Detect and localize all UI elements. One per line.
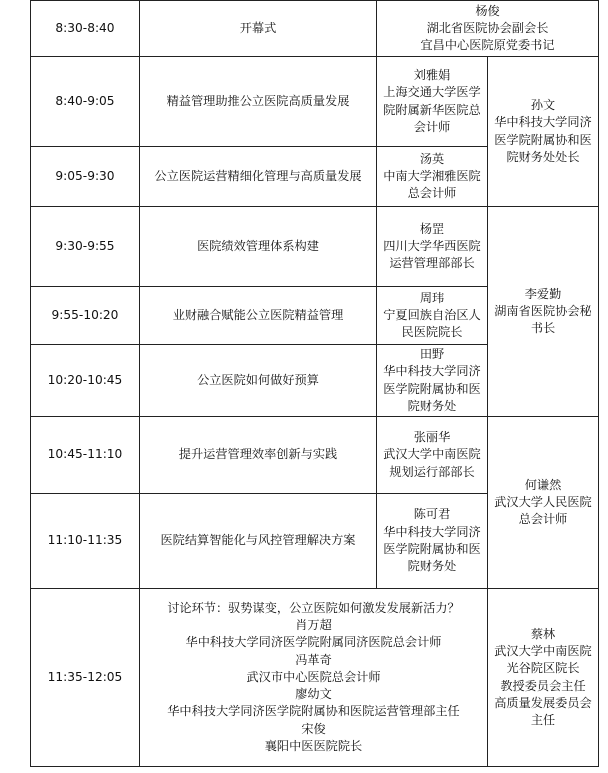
- host-title: 华中科技大学同济医学院附属协和医院财务处处长: [494, 115, 592, 164]
- speaker-cell: [377, 207, 488, 287]
- topic-cell: 提升运营管理效率创新与实践: [140, 417, 377, 494]
- speaker-title: 华中科技大学同济医学院附属协和医院财务处: [383, 524, 481, 574]
- speaker-name: 杨俊: [475, 3, 500, 18]
- time-cell: 8:40-9:05: [31, 57, 140, 147]
- speaker-cell: [377, 494, 488, 589]
- host-title: 湖南省医院协会秘书长: [494, 303, 592, 336]
- host-title: 高质量发展委员会主任: [494, 695, 592, 728]
- host-cell: [488, 207, 599, 417]
- host-cell: [488, 589, 599, 767]
- speaker-name: 汤英: [419, 151, 445, 166]
- discussion-cell: [140, 589, 488, 767]
- panelist-title: 襄阳中医医院院长: [264, 739, 363, 754]
- host-name: 何谦然: [524, 477, 562, 492]
- host-cell: [488, 417, 599, 589]
- speaker-name: 张丽华: [413, 430, 451, 445]
- speaker-name: 田野: [419, 346, 445, 361]
- speaker-title: 宁夏回族自治区人民医院院长: [383, 307, 481, 340]
- host-cell: [488, 57, 599, 207]
- panelist-title: 华中科技大学同济医学院附属协和医院运营管理部主任: [167, 704, 460, 719]
- time-cell: 10:20-10:45: [31, 345, 140, 417]
- table-row: [31, 57, 599, 147]
- speaker-cell: [377, 345, 488, 417]
- speaker-title: 湖北省医院协会副会长: [426, 20, 549, 35]
- topic-cell: 公立医院运营精细化管理与高质量发展: [140, 147, 377, 207]
- host-title: 武汉大学中南医院光谷院区院长: [494, 643, 592, 676]
- topic-cell: 公立医院如何做好预算: [140, 345, 377, 417]
- panelist-name: 冯革奇: [295, 652, 332, 667]
- speaker-title: 宜昌中心医院原党委书记: [420, 38, 555, 53]
- panelist-name: 肖万超: [295, 617, 332, 632]
- speaker-title: 上海交通大学医学院附属新华医院总会计师: [383, 85, 481, 134]
- host-name: 蔡林: [530, 626, 556, 641]
- speaker-title: 中南大学湘雅医院总会计师: [383, 168, 481, 201]
- speaker-name: 刘雅娟: [413, 67, 451, 82]
- time-cell: 9:05-9:30: [31, 147, 140, 207]
- time-cell: 11:35-12:05: [31, 589, 140, 767]
- topic-cell: 医院绩效管理体系构建: [140, 207, 377, 287]
- table-row: [31, 417, 599, 494]
- panelist-name: 廖幼文: [295, 687, 332, 702]
- time-cell: 10:45-11:10: [31, 417, 140, 494]
- host-name: 孙文: [530, 97, 556, 112]
- speaker-title: 武汉大学中南医院规划运行部部长: [383, 447, 481, 479]
- speaker-cell: [377, 287, 488, 345]
- speaker-name: 陈可君: [413, 507, 451, 522]
- speaker-cell: [377, 147, 488, 207]
- speaker-cell: [377, 57, 488, 147]
- time-cell: 11:10-11:35: [31, 494, 140, 589]
- speaker-cell: [377, 417, 488, 494]
- speaker-title: 四川大学华西医院运营管理部部长: [383, 238, 481, 271]
- panelist-title: 华中科技大学同济医学院附属同济医院总会计师: [185, 635, 442, 650]
- table-row: [31, 1, 599, 57]
- topic-cell: 开幕式: [140, 1, 377, 57]
- topic-cell: 精益管理助推公立医院高质量发展: [140, 57, 377, 147]
- discussion-title: 讨论环节：驭势谋变，公立医院如何激发发展新活力？: [167, 600, 460, 615]
- speaker-name: 周玮: [419, 290, 445, 305]
- time-cell: 9:30-9:55: [31, 207, 140, 287]
- discussion-row: [31, 589, 599, 767]
- agenda-table: [30, 0, 599, 767]
- time-cell: 8:30-8:40: [31, 1, 140, 57]
- topic-cell: 医院结算智能化与风控管理解决方案: [140, 494, 377, 589]
- speaker-title: 华中科技大学同济医学院附属协和医院财务处: [383, 364, 481, 413]
- panelist-name: 宋俊: [301, 721, 326, 736]
- panelist-title: 武汉市中心医院总会计师: [246, 669, 381, 684]
- table-row: [31, 207, 599, 287]
- host-title: 武汉大学人民医院总会计师: [494, 494, 592, 527]
- speaker-name: 杨罡: [419, 221, 445, 236]
- speaker-cell: [377, 1, 599, 57]
- host-name: 李爱勤: [524, 286, 562, 301]
- time-cell: 9:55-10:20: [31, 287, 140, 345]
- topic-cell: 业财融合赋能公立医院精益管理: [140, 287, 377, 345]
- host-title: 教授委员会主任: [500, 678, 586, 693]
